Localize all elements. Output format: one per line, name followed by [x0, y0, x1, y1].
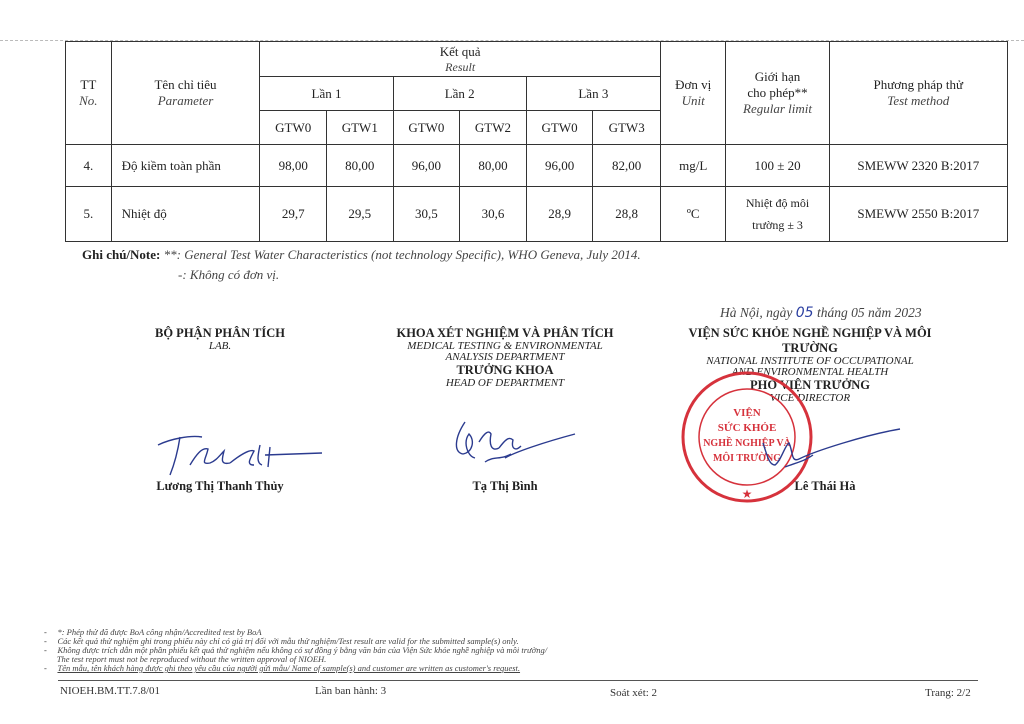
footnote-item: The test report must not be reproduced without the written approval of NIOEH.	[56, 654, 327, 664]
row-value: 82,00	[593, 145, 661, 187]
row-value: 29,7	[260, 187, 327, 242]
run-2-header: Lần 2	[393, 77, 526, 111]
row-value: 80,00	[326, 145, 393, 187]
row-value: 28,9	[526, 187, 593, 242]
row-value: 30,6	[460, 187, 527, 242]
footnote-item: - *: Phép thử đã được BoA công nhận/Accredited test by BoA	[44, 627, 262, 637]
dept-signature-image	[445, 412, 580, 472]
note-line-2: -: Không có đơn vị.	[178, 267, 280, 282]
row-value: 80,00	[460, 145, 527, 187]
row-value: 30,5	[393, 187, 460, 242]
row-param: Nhiệt độ	[111, 187, 260, 242]
lab-signature-image	[150, 425, 325, 480]
table-row	[66, 187, 1008, 242]
row-no: 5.	[66, 187, 112, 242]
row-method: SMEWW 2550 B:2017	[829, 187, 1007, 242]
row-value: 29,5	[326, 187, 393, 242]
col-limit-header: Giới hạn cho phép** Regular limit	[726, 42, 829, 145]
row-value: 28,8	[593, 187, 661, 242]
date-day-handwritten: 05	[795, 305, 814, 321]
footer-form-code: NIOEH.BM.TT.7.8/01	[60, 685, 161, 697]
footnote-item: - Tên mẫu, tên khách hàng được ghi theo yêu cầu của người gửi mẫu/ Name of sample(s) and customer are written as customer's request.	[44, 663, 521, 673]
inst-signature-image	[755, 425, 905, 475]
row-param: Độ kiềm toàn phần	[111, 145, 260, 187]
sub-header: GTW0	[526, 111, 593, 145]
sub-header: GTW1	[326, 111, 393, 145]
sub-header: GTW2	[460, 111, 527, 145]
lab-signature-block: BỘ PHẬN PHÂN TÍCH LAB.	[155, 326, 285, 352]
note-label: Ghi chú/Note:	[82, 247, 161, 262]
run-1-header: Lần 1	[260, 77, 393, 111]
note-block	[82, 247, 641, 263]
run-3-header: Lần 3	[526, 77, 660, 111]
row-limit-line1: Nhiệt độ môi	[745, 196, 810, 210]
row-method: SMEWW 2320 B:2017	[829, 145, 1007, 187]
sub-header: GTW0	[393, 111, 460, 145]
col-tt-header: TT No.	[66, 42, 112, 145]
row-value: 98,00	[260, 145, 327, 187]
col-method-header: Phương pháp thử Test method	[829, 42, 1007, 145]
stamp-star: ★	[741, 487, 753, 501]
row-no: 4.	[66, 145, 112, 187]
footer-issue: Lần ban hành: 3	[315, 685, 387, 697]
row-limit-line2: trường ± 3	[752, 218, 803, 232]
col-result-header: Kết quả Result	[260, 42, 661, 77]
row-limit: 100 ± 20	[726, 145, 829, 187]
col-unit-header: Đơn vị Unit	[660, 42, 726, 145]
col-param-header: Tên chỉ tiêu Parameter	[111, 42, 260, 145]
dept-signer-name: Tạ Thị Bình	[472, 479, 538, 493]
dept-signature-block: KHOA XÉT NGHIỆM VÀ PHÂN TÍCH MEDICAL TESTING & ENVIRONMENTAL ANALYSIS DEPARTMENT TRƯỞNG KHOA HEAD OF DEPARTMENT	[396, 326, 614, 389]
issue-date: Hà Nội, ngày 05 tháng 05 năm 2023	[720, 305, 922, 321]
footnotes	[44, 628, 547, 673]
footer-rule	[58, 680, 978, 681]
row-value: 96,00	[393, 145, 460, 187]
footer-review: Soát xét: 2	[610, 687, 658, 699]
stamp-line-3: NGHỀ NGHIỆP VÀ	[703, 438, 791, 449]
footnote-item: - Các kết quả thử nghiệm ghi trong phiếu này chỉ có giá trị đối với mẫu thử nghiệm/Test result are valid for the submitted sample(s) only.	[44, 636, 519, 646]
inst-signer-name: Lê Thái Hà	[794, 479, 856, 493]
stamp-line-4: MÔI TRƯỜNG	[712, 453, 782, 464]
inst-signature-block: VIỆN SỨC KHỎE NGHỀ NGHIỆP VÀ MÔI TRƯỜNG NATIONAL INSTITUTE OF OCCUPATIONAL AND ENVIRONMENTAL HEALTH PHÓ VIỆN TRƯỞNG VICE DIRECTOR	[688, 326, 932, 404]
row-unit: mg/L	[660, 145, 726, 187]
stamp-line-1: VIỆN	[733, 407, 761, 419]
row-value: 96,00	[526, 145, 593, 187]
stamp-line-2: SỨC KHỎE	[717, 422, 777, 434]
table-row	[66, 145, 1008, 187]
results-table	[65, 41, 1008, 242]
sub-header: GTW3	[593, 111, 661, 145]
row-unit: ºC	[660, 187, 726, 242]
note-line-1: **: General Test Water Characteristics (not technology Specific), WHO Geneva, July 2014.	[163, 247, 641, 262]
sub-header: GTW0	[260, 111, 327, 145]
footnote-item: - Không được trích dẫn một phần phiếu kết quả thử nghiệm nếu không có sự đồng ý bằng văn bản của Viện Sức khỏe nghề nghiệp và môi trường/	[44, 645, 548, 655]
footer-page: Trang: 2/2	[925, 687, 971, 699]
row-limit	[726, 187, 829, 242]
lab-signer-name: Lương Thị Thanh Thủy	[156, 479, 284, 493]
